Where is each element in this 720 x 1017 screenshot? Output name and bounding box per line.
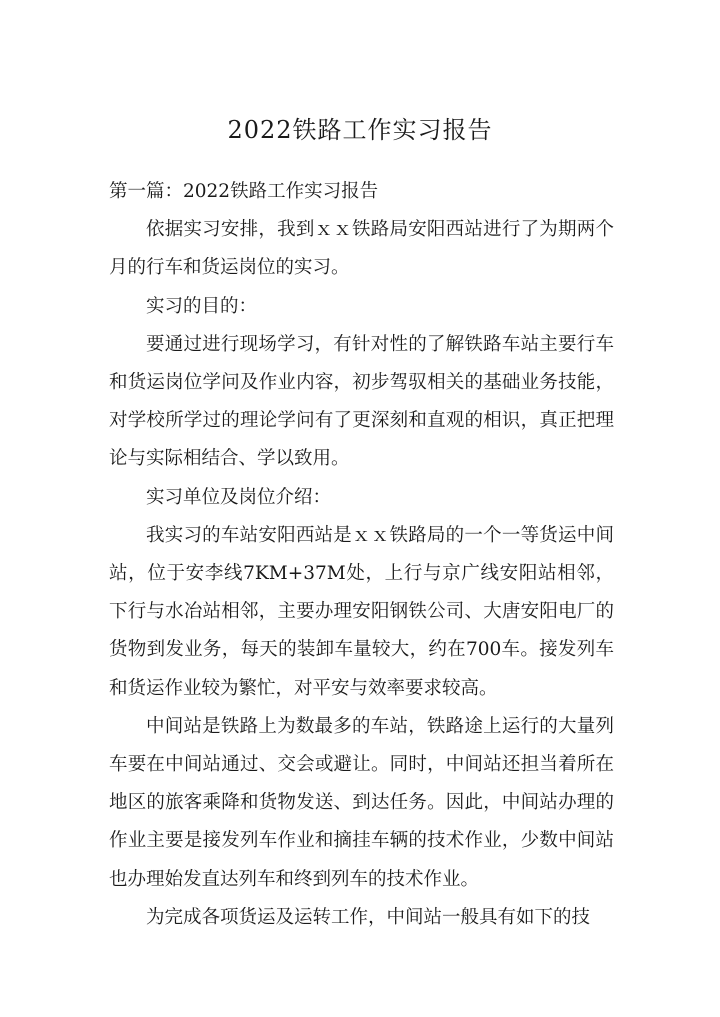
document-title: 2022铁路工作实习报告 [227, 116, 493, 144]
section-heading: 第一篇：2022铁路工作实习报告 [109, 181, 379, 202]
paragraph: 为完成各项货运及运转工作，中间站一般具有如下的技 [146, 906, 591, 928]
subheading-unit-intro: 实习单位及岗位介绍： [146, 486, 332, 508]
paragraph: 我实习的车站安阳西站是ｘｘ铁路局的一个一等货运中间站，位于安李线7KM+37M处，上行与京广线安阳站相邻，下行与水冶站相邻，主要办理安阳钢铁公司、大唐安阳电厂的货物到发业务，每天的装卸车量较大，约在700车。接发列车和货运作业较为繁忙，对平安与效率要求较高。 [109, 524, 614, 699]
subheading-purpose: 实习的目的： [146, 295, 258, 317]
paragraph: 要通过进行现场学习，有针对性的了解铁路车站主要行车和货运岗位学问及作业内容，初步驾驭相关的基础业务技能，对学校所学过的理论学问有了更深刻和直观的相识，真正把理论与实际相结合、学以致用。 [109, 333, 614, 470]
paragraph: 依据实习安排，我到ｘｘ铁路局安阳西站进行了为期两个月的行车和货运岗位的实习。 [109, 219, 614, 279]
document-body [109, 173, 614, 937]
paragraph: 中间站是铁路上为数最多的车站，铁路途上运行的大量列车要在中间站通过、交会或避让。同时，中间站还担当着所在地区的旅客乘降和货物发送、到达任务。因此，中间站办理的作业主要是接发列车作业和摘挂车辆的技术作业，少数中间站也办理始发直达列车和终到列车的技术作业。 [109, 715, 614, 890]
